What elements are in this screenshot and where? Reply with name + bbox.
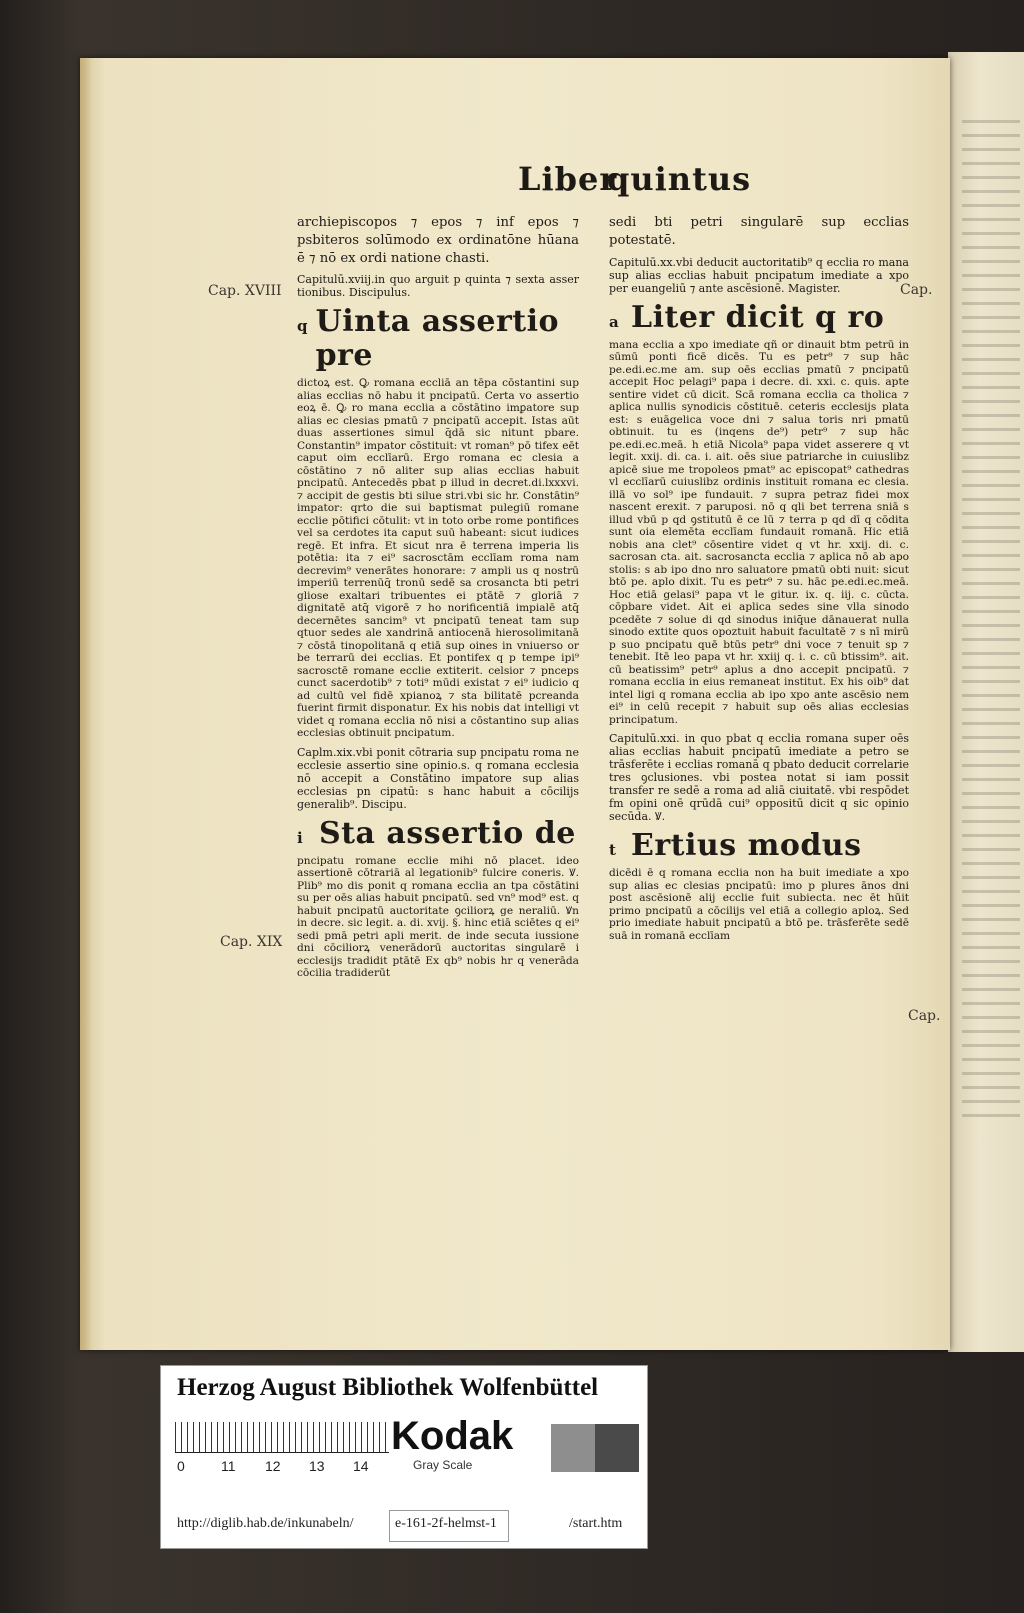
initial-guide-letter: a <box>609 312 619 331</box>
ruler-label: 14 <box>353 1458 369 1474</box>
margin-note-cap-xviii: Cap. XVIII <box>208 283 282 299</box>
kodak-logo: Kodak <box>391 1414 514 1458</box>
running-head-left: Liber <box>518 160 618 198</box>
paragraph: pncipatu romane ecclie mihi nō placet. ideo assertionē cōtrariā al legationib⁹ fulcire coneris. Ꝟ. Plib⁹ mo dis ponit q romana ecclia an tpa cōstātini su per oēs alias habuit pncipatū. sed vn⁹ mod⁹ est. q habuit pncipatū auctoritate ꝯciliorꝝ ge neraliū. Ꝟn in decre. sic legit. a. di. xvij. §. hinc etiā sciētes q ei⁹ sedi pmā petri apli merit. de inde secuta iussione dni cōciliorꝝ venerādorū auctoritas singularē i ecclesijs tradidit ptātē Ex qb⁹ nobis hr q venerāda cōcilia tradiderūt <box>297 854 579 980</box>
section-heading <box>609 829 909 863</box>
running-head-right: quintus <box>607 160 752 198</box>
ruler-label: 0 <box>177 1458 185 1474</box>
margin-note-cap-right-1: Cap. <box>900 282 933 298</box>
chapter-rubric: Capitulū.xxi. in quo pbat q ecclia romana super oēs alias ecclias habuit pncipatū imediate a petro se trāsferēte i ecclias romanā q pbato deducit correlarie tres ꝯclusiones. vbi postea notat si iam possit transfer re sedē a roma ad aliā ciuitatē. vbi respōdet fm opini onē qrūdā cui⁹ oppositū dicit q sic opinio secūda. Ꝟ. <box>609 732 909 824</box>
measuring-ruler <box>175 1422 389 1453</box>
chapter-rubric: Capitulū.xx.vbi deducit auctoritatib⁹ q ecclia ro mana sup alias ecclias habuit pncipatum imediate a xpo per euangeliū ⁊ ante ascēsionē. Magister. <box>609 255 909 295</box>
paragraph: sedi bti petri singularē sup ecclias potestatē. <box>609 215 909 248</box>
initial-guide-letter: t <box>609 841 616 860</box>
paragraph: dicēdi ē q romana ecclia non ha buit imediate a xpo sup alias ec clesias pncipatū: imo p plures ānos dni post ascēsionē alij ecclie fuit subiecta. nec ēt hūit primo pncipatū a cōcilijs vel etiā a collegio aploꝝ. Sed prio imediate habuit pncipatū a btō pe. trāsferēte sedē suā in romanā ecclīam <box>609 867 909 942</box>
color-calibration-target <box>160 1365 648 1549</box>
paragraph: mana ecclia a xpo imediate qñ or dinauit btm petrū in sūmū ponti ficē dicēs. Tu es petr⁹ ⁊ sup hāc pe.edi.ec.me am. sup oēs ecclias pmatū ⁊ pncipatū accepit Hoc pelagi⁹ papa i decre. di. xxi. c. quis. apte sentire videt cū dicit. Scā romana ecclia ca tholica ⁊ aplica nullis synodicis cōstituē. ceteris ecclesijs plata est: s euāgelica voce dni ⁊ salua toris nri pmatū obtinuit. tu es (inqens de⁹) petr⁹ ⁊ sup hāc pe.edi.ec.meā. h etiā Nicola⁹ papa videt asserere q vt legit. xxij. di. ca. i. ait. oēs siue patriarche in cuiuslibz apicē siue me tropoleos pmat⁹ ac episcopat⁹ cathedras vl ecclīarū cuiuslibz ordinis instituit romana ec clesia. illā vo sol⁹ ipe fundauit. ⁊ supra petraz fidei mox nascent erexit. ⁊ paruposi. nō q qli bet terrena sniā s illud vbū p qd ꝯstitutū ē ce lū ⁊ terra p qd dī q cōdita sunt oia elemēta ecclīam fundauit romanā. Hic etiā nobis ana clet⁹ cōsentire videt q vt hr. xxij. di. c. sacrosan cta. ait. sacrosancta ecclia ⁊ aplica nō ab apo stolis: s ab ipo dno nro saluatore pmatū obti nuit: sicut btō pe. aplo dixit. Tu es petr⁹ ⁊ su. hāc pe.edi.ec.meā. Hoc etiā gelasi⁹ papa vt le gitur. ix. q. iij. c. cūcta. cōpbare videt. Ait ei aplica sedes sine vlla sinodo pcedēte ⁊ solue di qd sinodus iniq̄ue dānauerat nulla sinodo extite quos opoztuit habuit facultatē ⁊ s nī mirū p suo pncipatu quē btūs petr⁹ dni voce ⁊ tenuit sp ⁊ tenebit. Itē leo papa vt hr. xxiij q. i. c. cū btissim⁹. ait. cū beatissim⁹ petr⁹ aplus a dno accepit pncipatū. ⁊ romana ecclia in eius remaneat institut. Ex his oib⁹ dat intel ligi q romana ecclia ab ipo xpo ante ascēsio nem ei⁹ in celū recepit ⁊ habuit sup oēs alias ecclesias principatum. <box>609 338 909 726</box>
section-heading <box>297 305 579 373</box>
right-text-column <box>609 214 909 948</box>
page-gutter-shadow <box>80 58 92 1350</box>
ruler-label: 12 <box>265 1458 281 1474</box>
ruler-label: 11 <box>221 1458 236 1474</box>
initial-guide-letter: q <box>297 317 308 336</box>
section-heading <box>297 817 579 851</box>
heading-text: Sta assertio de <box>319 815 576 851</box>
left-text-column <box>297 214 579 986</box>
url-row <box>161 1506 647 1548</box>
paragraph: archiepiscopos ⁊ epos ⁊ inf epos ⁊ psbiteros solūmodo ex ordinatōne hūana ē ⁊ nō ex ordi natione chasti. <box>297 215 579 266</box>
section-heading <box>609 301 909 335</box>
heading-text: Liter dicit q ro <box>631 299 885 335</box>
initial-guide-letter: i <box>297 828 303 847</box>
ruler-label: 13 <box>309 1458 325 1474</box>
heading-text: Uinta assertio pre <box>315 304 560 374</box>
url-suffix: /start.htm <box>569 1516 623 1531</box>
paragraph: dictoꝝ est. Ꝙ romana eccliā an tēpa cōstantini sup alias ecclias nō habu it pncipatū. Certa vo assertio eoꝝ ē. Ꝙ ro mana ecclia a cōstātino imꝑatore sup alias ec clesias pmatū ⁊ pncipatū accepit. Istas aūt duas assertiones simul q̄dā sic nitunt pbare. Constantin⁹ impator cōstituit: vt roman⁹ pō tifex eēt caput oim ecclīarū. Ergo romana ec clesia a cōstātino ⁊ nō aliter sup alias ecclias habuit pncipatū. Antecedēs pbat p illud in decret.di.lxxxvi. ⁊ accipit de gestis bti silue stri.vbi sic hr. Constātin⁹ impator: qrto die sui baptismat pulegiū romane ecclie pōtifici cōtulit: vt in toto orbe rome pontifices vel sa cerdotes ita caput suū habeant: sicut iudices regē. Et infra. Et sicut nra ē terrena imperia lis potētia: ita ⁊ ei⁹ sacrosctām ecclīam roma nam decrevim⁹ venerātes honorare: ⁊ ampli us q nostrū imperiū terrenūq̄ tronū sedē sa crosancta bti petri gliose exaltari tribuentes ei ptātē ⁊ gloriā ⁊ dignitatē atq̄ vigorē ⁊ ho norificentiā impialē atq̄ decernētes sancim⁹ vt pncipatū teneat tam sup qtuor sedes ale xandrinā antiocenā hierosolimitanā ⁊ cōstā tinopolitanā q etiā sup oines in vniuerso or be terrarū dei ecclias. Et pontifex q p tempe ipi⁹ sacrosctē romane ecclie extiterit. celsior ⁊ pnceps cunct sacerdotib⁹ ⁊ toti⁹ mūdi existat ⁊ ei⁹ iudicio q ad cultū vel fidē xpianoꝝ ⁊ sta bilitatē pcreanda fuerint firmit disponatur. Ex his nobis dat intelligi vt videt q romana ecclia nō nisi a cōstantino sup alias ecclesias obtinuit pncipatum. <box>297 377 579 740</box>
heading-text: Ertius modus <box>631 828 862 864</box>
margin-note-cap-right-2: Cap. <box>908 1008 941 1024</box>
url-id: e-161-2f-helmst-1 <box>395 1516 497 1531</box>
facing-page-text <box>962 120 1020 1120</box>
chapter-rubric: Caplm.xix.vbi ponit cōtraria sup pncipatu roma ne ecclesie assertio sine opinio.s. q romana ecclesia nō accepit a Constātino impatore sup alias ecclesias pn cipatū: s hanc habuit a cōcilijs generalib⁹. Discipu. <box>297 745 579 811</box>
margin-note-cap-xix: Cap. XIX <box>220 934 283 950</box>
url-base: http://diglib.hab.de/inkunabeln/ <box>177 1516 354 1531</box>
chapter-rubric: Capitulū.xviij.in quo arguit p quinta ⁊ sexta asser tionibus. Discipulus. <box>297 273 579 300</box>
dark-swatch <box>595 1424 639 1472</box>
library-name: Herzog August Bibliothek Wolfenbüttel <box>177 1374 599 1401</box>
gray-scale-label: Gray Scale <box>413 1458 473 1472</box>
gray-swatch <box>551 1424 595 1472</box>
